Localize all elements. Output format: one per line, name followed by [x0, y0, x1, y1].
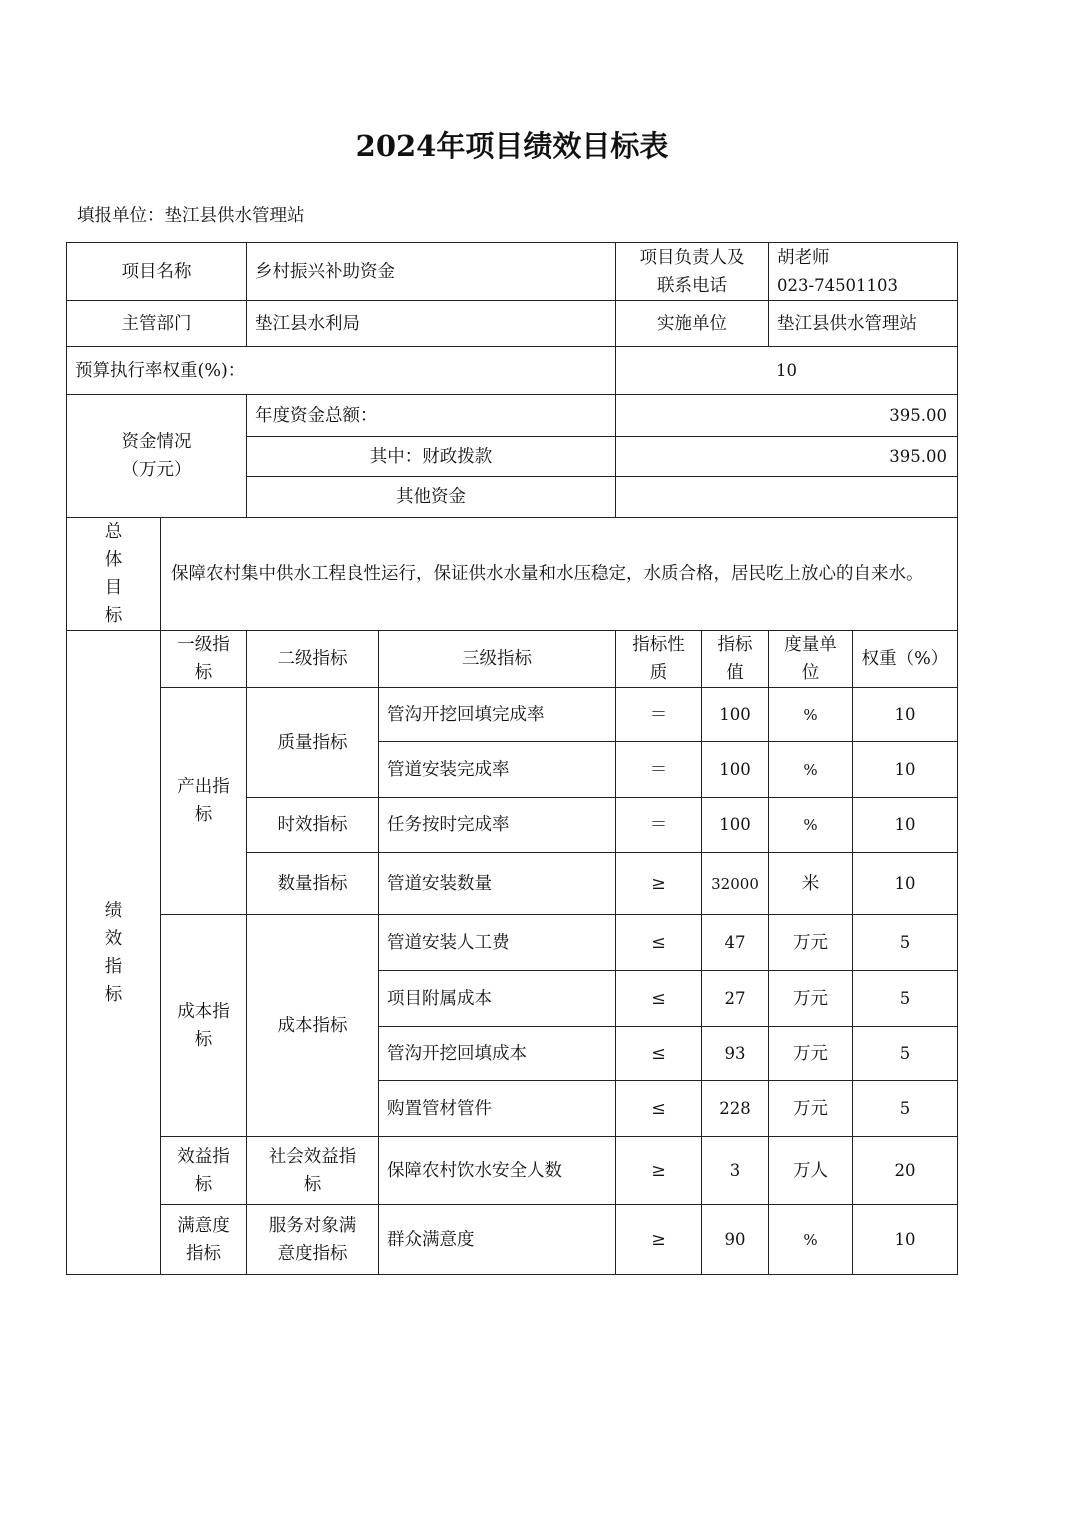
dept-value: 垫江县水利局 — [247, 301, 616, 347]
indicator-weight: 10 — [853, 688, 958, 742]
indicator-weight: 10 — [853, 742, 958, 798]
group-benefit-line1: 效益指 — [177, 1146, 230, 1167]
indicator-name: 管道安装完成率 — [379, 742, 616, 798]
indicator-value: 32000 — [702, 853, 769, 915]
indicator-unit: 万人 — [769, 1137, 853, 1205]
table-row — [67, 915, 958, 971]
impl-label: 实施单位 — [616, 301, 769, 347]
header-unit-line1: 度量单 — [784, 635, 837, 655]
indicator-value: 93 — [702, 1027, 769, 1081]
indicator-name: 管沟开挖回填成本 — [379, 1027, 616, 1081]
header-nature-line2: 质 — [649, 663, 668, 683]
contact-phone: 023-74501103 — [777, 275, 899, 295]
indicator-weight: 20 — [853, 1137, 958, 1205]
indicator-weight: 5 — [853, 971, 958, 1027]
indicator-value: 27 — [702, 971, 769, 1027]
header-lv3: 三级指标 — [379, 631, 616, 688]
project-name: 乡村振兴补助资金 — [247, 243, 616, 301]
group-social-line1: 社会效益指 — [268, 1146, 357, 1167]
group-output-line2: 标 — [194, 805, 213, 825]
indicator-op: ≥ — [616, 1205, 702, 1275]
group-output — [161, 688, 247, 915]
other-funds-label: 其他资金 — [247, 477, 616, 518]
group-satisfaction — [161, 1205, 247, 1275]
group-quantity: 数量指标 — [247, 853, 379, 915]
contact-label-line1: 项目负责人及 — [639, 247, 745, 268]
overall-goal-text: 保障农村集中供水工程良性运行，保证供水水量和水压稳定，水质合格，居民吃上放心的自来水。 — [161, 518, 958, 631]
indicator-weight: 10 — [853, 798, 958, 853]
indicator-name: 群众满意度 — [379, 1205, 616, 1275]
indicator-name: 管沟开挖回填完成率 — [379, 688, 616, 742]
contact-name: 胡老师 — [777, 247, 830, 268]
perf-label-char: 效 — [104, 928, 123, 949]
funds-label-line1: 资金情况 — [121, 432, 192, 452]
indicator-unit: % — [769, 798, 853, 853]
contact-value — [769, 243, 958, 301]
indicator-name: 项目附属成本 — [379, 971, 616, 1027]
goal-label-char: 总 — [104, 522, 123, 542]
indicator-op: ≥ — [616, 1137, 702, 1205]
group-satis-line1: 满意度 — [177, 1215, 230, 1236]
header-nature-line1: 指标性 — [632, 635, 685, 655]
overall-goal-label — [67, 518, 161, 631]
group-satis-line2: 指标 — [186, 1243, 221, 1264]
header-value-line1: 指标 — [717, 635, 753, 655]
group-benefit — [161, 1137, 247, 1205]
goal-label-char: 目 — [104, 578, 123, 598]
funds-label-line2: （万元） — [121, 460, 192, 480]
indicator-op: ≤ — [616, 971, 702, 1027]
table-row — [67, 1137, 958, 1205]
indicator-weight: 5 — [853, 1027, 958, 1081]
header-weight: 权重（%） — [853, 631, 958, 688]
group-output-line1: 产出指 — [177, 777, 230, 797]
header-lv1-line2: 标 — [194, 663, 213, 683]
perf-label-char: 绩 — [104, 900, 123, 921]
header-unit — [769, 631, 853, 688]
group-satis2-line2: 意度指标 — [277, 1243, 348, 1264]
funds-label — [67, 395, 247, 518]
perf-label-char: 指 — [104, 956, 123, 977]
group-cost-line2: 标 — [194, 1029, 213, 1050]
indicator-op: ＝ — [616, 688, 702, 742]
indicator-weight: 5 — [853, 1081, 958, 1137]
indicator-op: ≥ — [616, 853, 702, 915]
group-timeliness: 时效指标 — [247, 798, 379, 853]
group-satisfaction-2 — [247, 1205, 379, 1275]
indicator-name: 任务按时完成率 — [379, 798, 616, 853]
indicator-unit: % — [769, 742, 853, 798]
perf-label-char: 标 — [104, 984, 123, 1005]
indicator-value: 228 — [702, 1081, 769, 1137]
group-quality: 质量指标 — [247, 688, 379, 798]
reporting-unit: 填报单位：垫江县供水管理站 — [77, 206, 305, 226]
indicator-op: ＝ — [616, 798, 702, 853]
indicator-unit: 万元 — [769, 1081, 853, 1137]
header-value — [702, 631, 769, 688]
indicator-value: 3 — [702, 1137, 769, 1205]
header-lv1-line1: 一级指 — [177, 635, 230, 655]
performance-table — [66, 242, 958, 1275]
header-lv2: 二级指标 — [247, 631, 379, 688]
group-social-line2: 标 — [303, 1174, 322, 1195]
goal-label-char: 体 — [104, 550, 123, 570]
total-funds-value: 395.00 — [616, 395, 958, 437]
indicator-value: 90 — [702, 1205, 769, 1275]
indicator-value: 100 — [702, 688, 769, 742]
indicator-weight: 5 — [853, 915, 958, 971]
indicator-value: 100 — [702, 798, 769, 853]
page-title: 2024年项目绩效目标表 — [355, 129, 669, 163]
header-unit-line2: 位 — [801, 663, 820, 683]
group-benefit-line2: 标 — [194, 1174, 213, 1195]
other-funds-value — [616, 477, 958, 518]
group-satis2-line1: 服务对象满 — [268, 1215, 357, 1236]
indicator-value: 100 — [702, 742, 769, 798]
indicator-op: ＝ — [616, 742, 702, 798]
group-social — [247, 1137, 379, 1205]
project-name-label: 项目名称 — [67, 243, 247, 301]
indicator-name: 购置管材管件 — [379, 1081, 616, 1137]
performance-label — [67, 631, 161, 1275]
indicator-unit: 万元 — [769, 971, 853, 1027]
contact-label-line2: 联系电话 — [657, 275, 727, 296]
header-value-line2: 值 — [726, 663, 744, 683]
indicator-name: 管道安装人工费 — [379, 915, 616, 971]
group-cost-line1: 成本指 — [177, 1001, 230, 1022]
indicator-op: ≤ — [616, 1027, 702, 1081]
total-funds-label: 年度资金总额： — [247, 395, 616, 437]
header-nature — [616, 631, 702, 688]
indicator-name: 保障农村饮水安全人数 — [379, 1137, 616, 1205]
budget-weight-value: 10 — [616, 347, 958, 395]
indicator-op: ≤ — [616, 1081, 702, 1137]
indicator-unit: 万元 — [769, 915, 853, 971]
table-row — [67, 688, 958, 742]
fiscal-funds-label: 其中：财政拨款 — [247, 437, 616, 477]
indicator-unit: 米 — [769, 853, 853, 915]
group-cost — [161, 915, 247, 1137]
contact-label — [616, 243, 769, 301]
indicator-unit: % — [769, 1205, 853, 1275]
fiscal-funds-value: 395.00 — [616, 437, 958, 477]
indicator-name: 管道安装数量 — [379, 853, 616, 915]
budget-weight-label: 预算执行率权重(%)： — [67, 347, 616, 395]
goal-label-char: 标 — [104, 606, 123, 626]
indicator-unit: % — [769, 688, 853, 742]
indicator-value: 47 — [702, 915, 769, 971]
group-cost-2: 成本指标 — [247, 915, 379, 1137]
table-row — [67, 1205, 958, 1275]
indicator-unit: 万元 — [769, 1027, 853, 1081]
impl-value: 垫江县供水管理站 — [769, 301, 958, 347]
indicator-op: ≤ — [616, 915, 702, 971]
dept-label: 主管部门 — [67, 301, 247, 347]
indicator-weight: 10 — [853, 853, 958, 915]
indicator-weight: 10 — [853, 1205, 958, 1275]
header-lv1 — [161, 631, 247, 688]
